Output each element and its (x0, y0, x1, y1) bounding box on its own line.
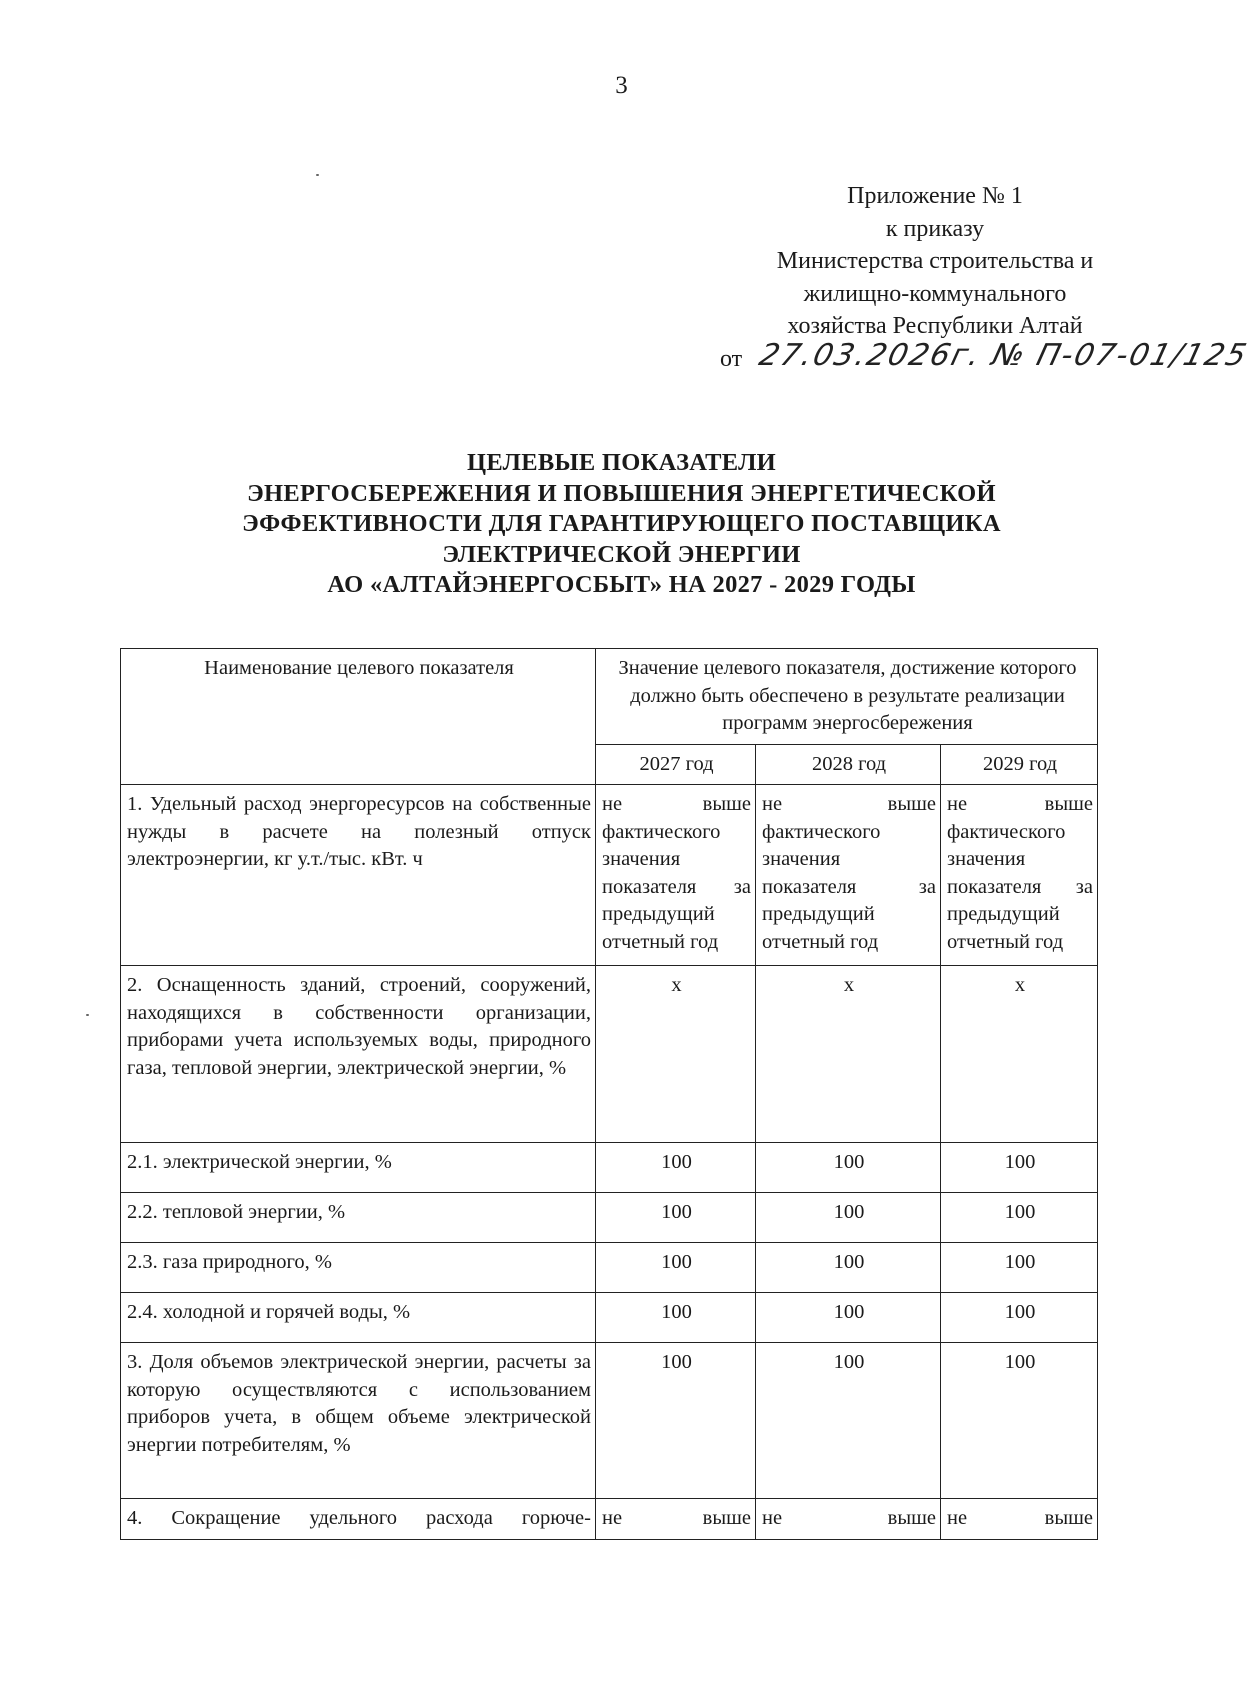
annex-block (740, 180, 1130, 343)
indicator-value-2027: 100 (596, 1243, 756, 1293)
indicator-value-2028: не выше фактического значения показателя за предыдущий отчетный год (756, 785, 941, 966)
indicator-value-2027: 100 (596, 1143, 756, 1193)
indicator-value-2029: 100 (941, 1293, 1098, 1343)
indicator-name: 4. Сокращение удельного расхода горюче- (121, 1499, 596, 1540)
header-year-2028: 2028 год (756, 744, 941, 785)
table-row (121, 1293, 1098, 1343)
annex-line: к приказу (885, 215, 985, 242)
indicator-name: 3. Доля объемов электрической энергии, расчеты за которую осуществляются с использованием приборов учета, в общем объеме электрической энергии потребителям, % (121, 1343, 596, 1499)
indicator-value-2029: 100 (941, 1193, 1098, 1243)
scan-speck (316, 174, 319, 176)
indicator-value-2028: 100 (756, 1193, 941, 1243)
table-row (121, 1343, 1098, 1499)
indicator-value-2029: не выше фактического значения показателя за предыдущий отчетный год (941, 785, 1098, 966)
indicator-name: 2.2. тепловой энергии, % (121, 1193, 596, 1243)
indicator-value-2029: 100 (941, 1143, 1098, 1193)
indicator-value-2028: не выше (756, 1499, 941, 1540)
annex-title: Приложение № 1 (847, 183, 1023, 209)
indicator-name: 2.1. электрической энергии, % (121, 1143, 596, 1193)
indicator-value-2029: не выше (941, 1499, 1098, 1540)
header-year-2029: 2029 год (941, 744, 1098, 785)
indicator-value-2027: 100 (596, 1293, 756, 1343)
indicator-value-2029: 100 (941, 1243, 1098, 1293)
indicator-value-2028: 100 (756, 1243, 941, 1293)
order-date-number (720, 338, 1252, 386)
table-row (121, 1243, 1098, 1293)
title-line: ЭФФЕКТИВНОСТИ ДЛЯ ГАРАНТИРУЮЩЕГО ПОСТАВЩИКА (242, 510, 1001, 537)
annex-line: жилищно-коммунального (803, 280, 1067, 307)
indicator-value-2028: 100 (756, 1143, 941, 1193)
annex-line: Министерства строительства и (776, 248, 1094, 274)
order-prefix: от (720, 346, 743, 372)
table-row (121, 785, 1098, 966)
page-number: 3 (615, 72, 628, 99)
indicator-name: 2.3. газа природного, % (121, 1243, 596, 1293)
indicator-value-2029: x (941, 966, 1098, 1143)
header-indicator-value: Значение целевого показателя, достижение которого должно быть обеспечено в результате реализации программ энергосбережения (596, 649, 1098, 745)
indicator-value-2027: 100 (596, 1343, 756, 1499)
scan-speck (86, 1014, 89, 1016)
table-header-row (121, 649, 1098, 745)
title-line: ЦЕЛЕВЫЕ ПОКАЗАТЕЛИ (466, 449, 777, 476)
indicator-name: 2.4. холодной и горячей воды, % (121, 1293, 596, 1343)
indicator-value-2027: не выше (596, 1499, 756, 1540)
indicator-name: 1. Удельный расход энергоресурсов на собственные нужды в расчете на полезный отпуск электроэнергии, кг у.т./тыс. кВт. ч (121, 785, 596, 966)
title-line: ЭНЕРГОСБЕРЕЖЕНИЯ И ПОВЫШЕНИЯ ЭНЕРГЕТИЧЕСКОЙ (247, 479, 996, 507)
annex-line: хозяйства Республики Алтай (787, 313, 1083, 339)
header-indicator-name: Наименование целевого показателя (121, 649, 596, 785)
indicator-value-2028: 100 (756, 1293, 941, 1343)
title-line: АО «АЛТАЙЭНЕРГОСБЫТ» НА 2027 - 2029 ГОДЫ (327, 571, 916, 598)
table-row (121, 966, 1098, 1143)
table-row (121, 1499, 1098, 1540)
indicator-value-2029: 100 (941, 1343, 1098, 1499)
title-line: ЭЛЕКТРИЧЕСКОЙ ЭНЕРГИИ (442, 540, 801, 568)
indicator-value-2027: не выше фактического значения показателя за предыдущий отчетный год (596, 785, 756, 966)
indicator-name: 2. Оснащенность зданий, строений, сооружений, находящихся в собственности организации, приборами учета используемых воды, природного газа, тепловой энергии, электрической энергии, % (121, 966, 596, 1143)
indicators-table (120, 648, 1098, 1540)
table-row (121, 1193, 1098, 1243)
indicator-value-2028: 100 (756, 1343, 941, 1499)
indicator-value-2028: x (756, 966, 941, 1143)
indicator-value-2027: x (596, 966, 756, 1143)
table-row (121, 1143, 1098, 1193)
indicator-value-2027: 100 (596, 1193, 756, 1243)
handwritten-order-date-number: 27.03.2026г. № П-07-01/125 (755, 338, 1252, 373)
document-title (0, 448, 1243, 601)
header-year-2027: 2027 год (596, 744, 756, 785)
